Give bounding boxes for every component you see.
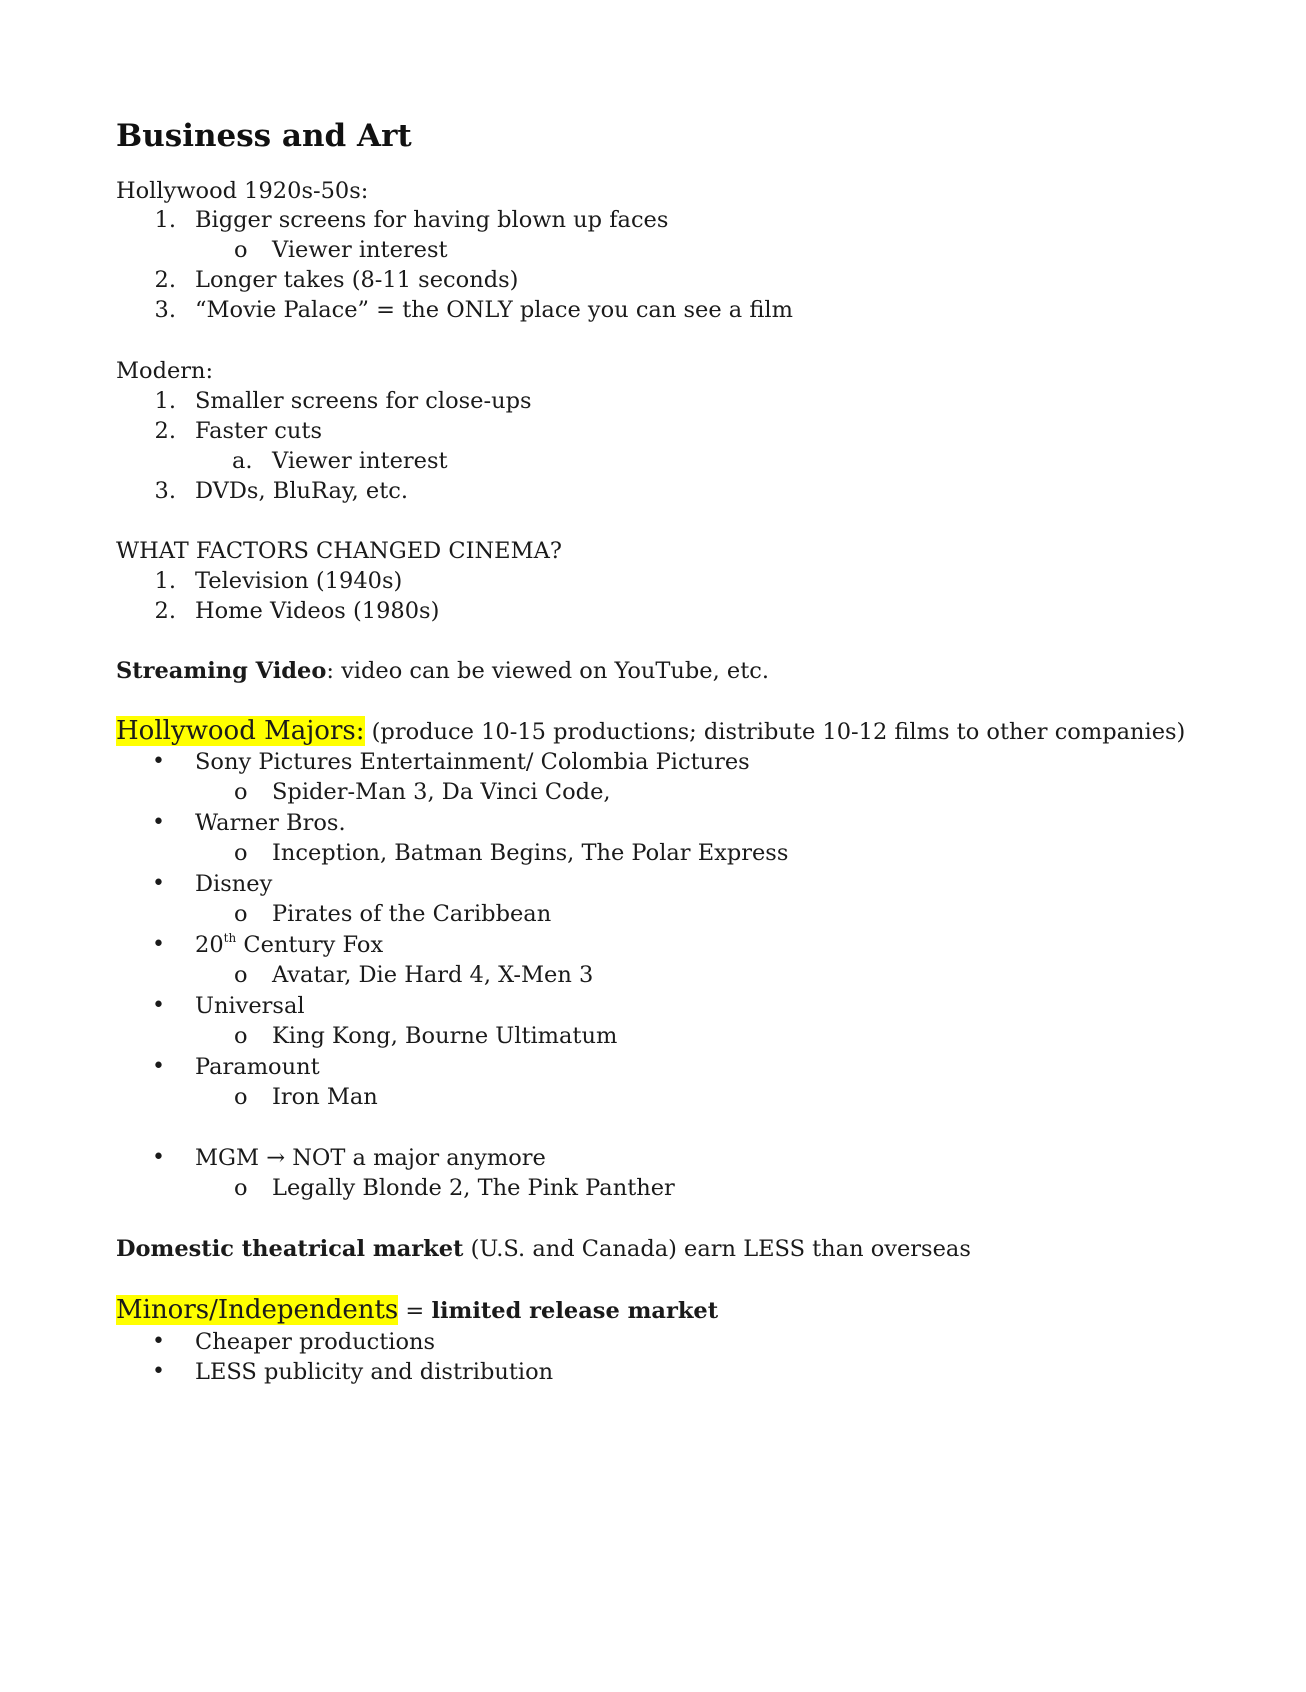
sub-list-item-films: Spider-Man 3, Da Vinci Code, <box>272 779 611 805</box>
list-item: Cheaper productions <box>195 1329 436 1355</box>
list-item: Television (1940s) <box>195 568 403 594</box>
section-heading-factors: WHAT FACTORS CHANGED CINEMA? <box>116 538 562 564</box>
section-heading-modern: Modern: <box>116 358 214 384</box>
bullet-icon: • <box>152 810 165 835</box>
sub-list-marker: o <box>234 237 248 263</box>
bullet-icon: • <box>152 871 165 896</box>
bullet-icon: • <box>152 749 165 774</box>
sub-list-marker: o <box>234 962 248 988</box>
minors-definition: limited release market <box>431 1298 719 1324</box>
list-item: Bigger screens for having blown up faces <box>195 207 669 233</box>
list-number: 3. <box>154 478 176 504</box>
list-number: 1. <box>154 568 176 594</box>
sub-list-marker: o <box>234 901 248 927</box>
ordinal-suffix: th <box>223 931 237 945</box>
bullet-icon: • <box>152 993 165 1018</box>
section-heading-hollywood-old: Hollywood 1920s-50s: <box>116 178 369 204</box>
minors-equals: = <box>398 1298 432 1324</box>
list-number: 2. <box>154 598 176 624</box>
list-item: Longer takes (8-11 seconds) <box>195 267 519 293</box>
list-item: Smaller screens for close-ups <box>195 388 532 414</box>
sub-list-item-films: Iron Man <box>272 1084 378 1110</box>
list-item-studio: Warner Bros. <box>195 810 346 836</box>
sub-list-item: Viewer interest <box>272 448 448 474</box>
sub-list-marker: o <box>234 1084 248 1110</box>
streaming-line <box>116 656 769 686</box>
sub-list-item-films: Pirates of the Caribbean <box>272 901 552 927</box>
majors-heading-note: (produce 10-15 productions; distribute 10-12 films to other companies) <box>364 719 1186 745</box>
minors-heading-line <box>116 1295 718 1326</box>
list-item: LESS publicity and distribution <box>195 1359 554 1385</box>
sub-list-item-films: Inception, Batman Begins, The Polar Express <box>272 840 789 866</box>
list-item-studio: Disney <box>195 871 273 897</box>
list-number: 1. <box>154 388 176 414</box>
list-item: Home Videos (1980s) <box>195 598 440 624</box>
sub-list-item-films: Legally Blonde 2, The Pink Panther <box>272 1175 675 1201</box>
bullet-icon: • <box>152 1145 165 1170</box>
list-item: DVDs, BluRay, etc. <box>195 478 409 504</box>
majors-heading-line <box>116 716 1185 747</box>
domestic-market-term: Domestic theatrical market <box>116 1236 464 1262</box>
list-number: 1. <box>154 207 176 233</box>
sub-list-marker: o <box>234 840 248 866</box>
list-item-studio <box>195 930 383 960</box>
bullet-icon: • <box>152 1359 165 1384</box>
list-item: “Movie Palace” = the ONLY place you can see a film <box>195 297 793 323</box>
list-number: 2. <box>154 418 176 444</box>
page-title: Business and Art <box>116 118 412 154</box>
list-item-studio: Universal <box>195 993 305 1019</box>
studio-ordinal: 20 <box>195 932 224 958</box>
bullet-icon: • <box>152 932 165 957</box>
list-item-studio: MGM → NOT a major anymore <box>195 1145 546 1171</box>
domestic-market-line <box>116 1234 971 1264</box>
bullet-icon: • <box>152 1054 165 1079</box>
list-item-studio: Paramount <box>195 1054 320 1080</box>
list-number: 3. <box>154 297 176 323</box>
minors-heading-highlight: Minors/Independents <box>116 1295 399 1325</box>
bullet-icon: • <box>152 1329 165 1354</box>
majors-heading-highlight: Hollywood Majors: <box>116 716 365 746</box>
sub-list-marker: a. <box>232 448 253 474</box>
streaming-term: Streaming Video <box>116 658 327 684</box>
sub-list-item-films: Avatar, Die Hard 4, X-Men 3 <box>272 962 594 988</box>
sub-list-item-films: King Kong, Bourne Ultimatum <box>272 1023 618 1049</box>
sub-list-marker: o <box>234 1023 248 1049</box>
sub-list-item: Viewer interest <box>272 237 448 263</box>
studio-name-rest: Century Fox <box>236 932 384 958</box>
sub-list-marker: o <box>234 779 248 805</box>
streaming-definition: : video can be viewed on YouTube, etc. <box>326 658 770 684</box>
list-number: 2. <box>154 267 176 293</box>
sub-list-marker: o <box>234 1175 248 1201</box>
list-item-studio: Sony Pictures Entertainment/ Colombia Pictures <box>195 749 750 775</box>
domestic-market-note: (U.S. and Canada) earn LESS than overseas <box>463 1236 971 1262</box>
list-item: Faster cuts <box>195 418 322 444</box>
